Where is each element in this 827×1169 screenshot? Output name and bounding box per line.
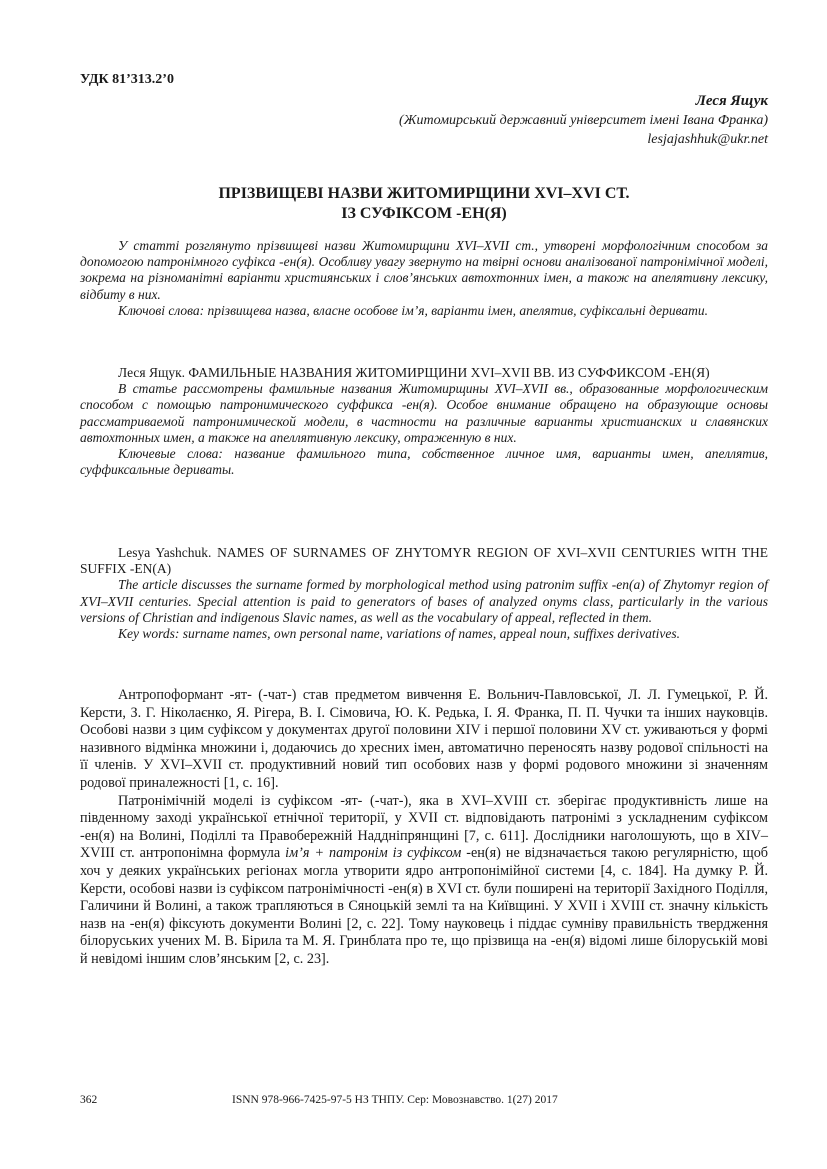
- body-paragraph-2-formula: ім’я + патронім із суфіксом: [285, 845, 462, 862]
- abstract-en-keywords: Key words: surname names, own personal name, variations of names, appeal noun, suffixes derivatives.: [118, 626, 680, 642]
- abstract-en-heading: Lesya Yashchuk. NAMES OF SURNAMES OF ZHYTOMYR REGION OF XVI–XVII CENTURIES WITH THE SUFFIX -EN(A): [80, 545, 768, 577]
- abstract-en-text: The article discusses the surname formed by morphological method using patronim suffix -en(a) of Zhytomyr region of XVI–XVII centuries. Special attention is paid to generators of bases of analyzed onyms class, particularly in the various versions of Christian and indigenous Slavic names, as well as the vocabulary of appeal, reflected in them.: [80, 577, 768, 625]
- author-name: Леся Ящук: [695, 93, 768, 109]
- body-paragraph-2: [80, 793, 768, 969]
- abstract-ru-heading: Леся Ящук. ФАМИЛЬНЫЕ НАЗВАНИЯ ЖИТОМИРЩИНИ XVI–XVII ВВ. ИЗ СУФФИКСОМ -ЕН(Я): [118, 365, 710, 380]
- author-block: [399, 92, 768, 149]
- udk-code: УДК 81’313.2’0: [80, 72, 174, 87]
- abstract-ru-keywords: Ключевые слова: название фамильного типа, собственное личное имя, варианты имен, апеллятив, суффиксальные дериваты.: [80, 446, 768, 478]
- abstract-uk-text: У статті розглянуто прізвищеві назви Житомирщини XVI–XVII ст., утворені морфологічним способом за допомогою патронімного суфікса -ен(я). Особливу увагу звернуто на твірні основи аналізованої патронімічної моделі, зокрема на різноманітні варіанти християнських і слов’янських автохтонних імен, а також на апелятивну лексику, відбиту в них.: [80, 238, 768, 302]
- page: [80, 0, 768, 1169]
- abstract-ru: [80, 365, 768, 478]
- issn-line: ISNN 978-966-7425-97-5 НЗ ТНПУ. Сер: Мовознавство. 1(27) 2017: [232, 1094, 558, 1106]
- article-body: [80, 687, 768, 969]
- body-paragraph-2-part-a: Патронімічній моделі із суфіксом -ят- (-чат-), яка в XVI–XVIII ст. зберігає продуктивність лише на південному заході української етнічної території, у XVII ст. відповідають патронімі з ускладненим суфіксом -ен(я) на Волині, Поділлі та Правобережній Наддніпрянщині [7, с. 611]. Дослідники наголошують, що в XIV–XVIII ст. антропонімна формула: [80, 792, 768, 862]
- abstract-uk-keywords: Ключові слова: прізвищева назва, власне особове ім’я, варіанти імен, апелятив, суфіксальні деривати.: [118, 302, 708, 318]
- article-title: [80, 184, 768, 224]
- title-line-2: ІЗ СУФІКСОМ -ЕН(Я): [341, 205, 507, 222]
- title-line-1: ПРІЗВИЩЕВІ НАЗВИ ЖИТОМИРЩИНИ XVI–XVI СТ.: [218, 185, 630, 202]
- body-paragraph-1: Антропоформант -ят- (-чат-) став предметом вивчення Е. Вольнич-Павловської, Л. Л. Гумецької, Р. Й. Керсти, З. Г. Ніколаєнко, Я. Рігера, В. І. Сімовича, Ю. К. Редька, І. Я. Франка, П. П. Чучки та інших науковців. Особові назви з цим суфіксом у документах другої половини XIV і першої половини XV ст. уживаються у формі називного відмінка множини і, додаючись до хресних імен, автоматично переносять назву родової спільності на її членів. У XVI–XVII ст. продуктивний новий тип особових назв у формі родового множини зі значенням родової приналежності [1, с. 16].: [80, 687, 768, 791]
- body-paragraph-2-part-b: -ен(я) не відзначається такою регулярністю, щоб хоч у деяких українських регіонах могла утворити ядро антропонімійної системи [4, с. 184]. На думку Р. Й. Керсти, особові назви із суфіксом патронімічності -ен(я) в XVI ст. були поширені на території Західного Поділля, Галичини й Волині, а також трапляються в Сяноцькій землі та на Київщині. У XVII і XVIII ст. значну кількість назв на -ен(я) фіксують документи Волині [2, с. 22]. Тому науковець і піддає сумніву правильність твердження білоруських учених М. В. Бірила та М. Я. Гринблата про те, що прізвища на -ен(я) відомі лише білоруській мові й невідомі іншим слов’янським [2, с. 23].: [80, 845, 769, 967]
- author-email: lesjajashhuk@ukr.net: [647, 132, 768, 147]
- abstract-ru-text: В статье рассмотрены фамильные названия Житомирщины XVI–XVII вв., образованные морфологическим способом с помощью патронимического суффикса -ен(я). Особое внимание обращено на образующие основы рассматриваемой патронимической модели, в частности на различные варианты христианских и славянских автохтонных имен, а также на апеллятивную лексику, отраженную в них.: [80, 381, 768, 445]
- page-number: 362: [80, 1094, 98, 1106]
- abstract-uk: [80, 238, 768, 319]
- author-affiliation: (Житомирський державний університет імені Івана Франка): [399, 113, 768, 128]
- abstract-en: [80, 545, 768, 642]
